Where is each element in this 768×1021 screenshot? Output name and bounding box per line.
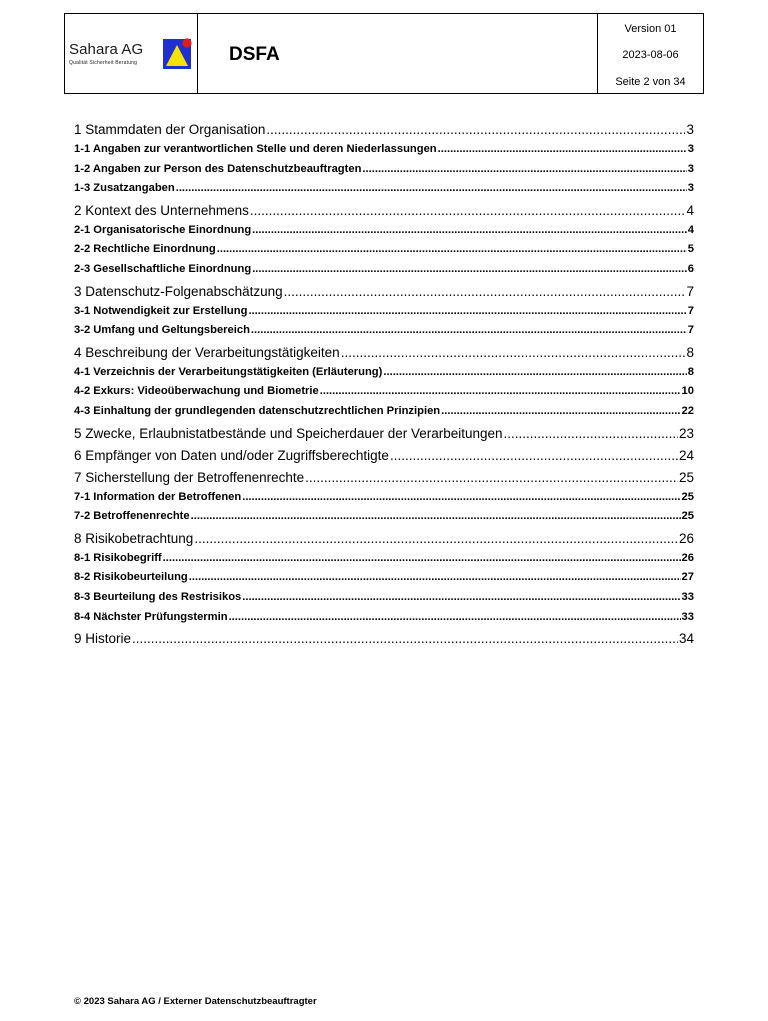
toc-section-entry[interactable]	[74, 302, 694, 322]
toc-entry-title: 9 Historie	[74, 631, 132, 647]
toc-dot-leader	[305, 468, 678, 488]
toc-dot-leader	[504, 424, 678, 444]
toc-entry-page: 8	[686, 344, 694, 360]
logo-name: Sahara AG	[69, 41, 144, 58]
toc-entry-title: 8-3 Beurteilung des Restrisikos	[74, 590, 242, 603]
toc-chapter-entry[interactable]	[74, 629, 694, 649]
toc-section-entry[interactable]	[74, 549, 694, 569]
document-title: DSFA	[229, 44, 280, 65]
toc-entry-page: 3	[687, 143, 694, 155]
page-number-label: Seite 2 von 34	[615, 76, 686, 88]
page-footer: © 2023 Sahara AG / Externer Datenschutzbeauftragter	[74, 996, 317, 1007]
version-label: Version 01	[624, 23, 677, 35]
toc-dot-leader	[229, 608, 681, 628]
toc-dot-leader	[194, 529, 678, 549]
toc-entry-title: 4-2 Exkurs: Videoüberwachung und Biometrie	[74, 385, 319, 398]
toc-entry-page: 7	[687, 304, 694, 317]
toc-entry-title: 1 Stammdaten der Organisation	[74, 122, 266, 137]
toc-dot-leader	[248, 302, 686, 322]
toc-dot-leader	[284, 282, 686, 302]
toc-dot-leader	[441, 402, 680, 422]
toc-entry-title: 5 Zwecke, Erlaubnistatbestände und Speicherdauer der Verarbeitungen	[74, 425, 503, 441]
toc-entry-page: 26	[678, 530, 694, 546]
toc-section-entry[interactable]	[74, 363, 694, 383]
toc-section-entry[interactable]	[74, 402, 694, 422]
toc-section-entry[interactable]	[74, 221, 694, 241]
header-title-cell	[198, 14, 598, 93]
toc-entry-title: 7-1 Information der Betroffenen	[74, 490, 242, 503]
toc-entry-page: 25	[681, 490, 694, 503]
logo-icon	[163, 38, 193, 70]
toc-entry-page: 6	[687, 262, 694, 275]
table-of-contents	[74, 118, 694, 649]
toc-entry-title: 2 Kontext des Unternehmens	[74, 202, 249, 218]
company-logo	[65, 14, 198, 93]
toc-entry-page: 3	[687, 182, 694, 195]
toc-section-entry[interactable]	[74, 240, 694, 260]
toc-dot-leader	[362, 160, 686, 180]
toc-entry-page: 22	[681, 404, 694, 417]
toc-entry-title: 7-2 Betroffenenrechte	[74, 510, 190, 523]
toc-section-entry[interactable]	[74, 588, 694, 608]
toc-section-entry[interactable]	[74, 382, 694, 402]
toc-entry-title: 7 Sicherstellung der Betroffenenrechte	[74, 469, 305, 485]
toc-dot-leader	[176, 179, 687, 199]
toc-dot-leader	[189, 568, 681, 588]
toc-entry-title: 1-2 Angaben zur Person des Datenschutzbeauftragten	[74, 162, 362, 175]
toc-dot-leader	[217, 240, 687, 260]
toc-entry-title: 2-1 Organisatorische Einordnung	[74, 223, 252, 236]
toc-chapter-entry[interactable]	[74, 120, 694, 140]
toc-entry-title: 4-3 Einhaltung der grundlegenden datenschutzrechtlichen Prinzipien	[74, 404, 441, 417]
toc-chapter-entry[interactable]	[74, 201, 694, 221]
toc-dot-leader	[191, 507, 681, 527]
toc-entry-page: 25	[681, 510, 694, 523]
toc-section-entry[interactable]	[74, 608, 694, 628]
toc-entry-page: 4	[686, 202, 694, 218]
header-meta-cell	[598, 14, 703, 93]
toc-dot-leader	[252, 260, 687, 280]
toc-dot-leader	[250, 201, 686, 221]
toc-dot-leader	[341, 343, 686, 363]
toc-entry-page: 7	[686, 283, 694, 299]
toc-entry-page: 23	[678, 425, 694, 441]
toc-entry-page: 24	[678, 447, 694, 463]
toc-entry-title: 4 Beschreibung der Verarbeitungstätigkeiten	[74, 344, 340, 360]
toc-entry-title: 1-3 Zusatzangaben	[74, 182, 175, 195]
toc-chapter-entry[interactable]	[74, 468, 694, 488]
toc-dot-leader	[132, 629, 678, 649]
toc-dot-leader	[242, 588, 680, 608]
toc-chapter-entry[interactable]	[74, 446, 694, 466]
toc-entry-page: 26	[681, 551, 694, 564]
toc-entry-title: 3 Datenschutz-Folgenabschätzung	[74, 283, 283, 299]
toc-entry-page: 33	[681, 590, 694, 603]
logo-tagline: Qualität Sicherheit Beratung	[69, 60, 138, 66]
toc-entry-page: 7	[687, 324, 694, 337]
toc-chapter-entry[interactable]	[74, 529, 694, 549]
toc-entry-page: 25	[678, 469, 694, 485]
toc-entry-page: 3	[687, 162, 694, 175]
toc-chapter-entry[interactable]	[74, 282, 694, 302]
toc-dot-leader	[251, 321, 687, 341]
toc-dot-leader	[438, 140, 687, 160]
toc-dot-leader	[252, 221, 687, 241]
toc-entry-title: 8-4 Nächster Prüfungstermin	[74, 610, 228, 623]
toc-entry-page: 4	[687, 223, 694, 236]
toc-entry-page: 27	[681, 571, 694, 584]
toc-entry-title: 3-2 Umfang und Geltungsbereich	[74, 324, 250, 337]
toc-section-entry[interactable]	[74, 140, 694, 160]
toc-entry-page: 3	[686, 122, 694, 137]
toc-dot-leader	[383, 363, 686, 383]
toc-entry-page: 34	[678, 631, 694, 647]
toc-section-entry[interactable]	[74, 568, 694, 588]
toc-section-entry[interactable]	[74, 160, 694, 180]
toc-section-entry[interactable]	[74, 488, 694, 508]
toc-dot-leader	[163, 549, 681, 569]
toc-section-entry[interactable]	[74, 507, 694, 527]
toc-dot-leader	[320, 382, 681, 402]
toc-chapter-entry[interactable]	[74, 424, 694, 444]
toc-entry-page: 33	[681, 610, 694, 623]
toc-entry-page: 10	[681, 385, 694, 398]
toc-section-entry[interactable]	[74, 260, 694, 280]
toc-entry-title: 6 Empfänger von Daten und/oder Zugriffsberechtigte	[74, 447, 389, 463]
toc-entry-title: 3-1 Notwendigkeit zur Erstellung	[74, 304, 248, 317]
toc-entry-title: 8 Risikobetrachtung	[74, 530, 194, 546]
date-label: 2023-08-06	[622, 49, 679, 61]
toc-entry-page: 8	[687, 365, 694, 378]
document-header	[64, 13, 704, 94]
toc-chapter-entry[interactable]	[74, 343, 694, 363]
toc-dot-leader	[242, 488, 680, 508]
toc-entry-title: 8-1 Risikobegriff	[74, 551, 162, 564]
toc-entry-title: 2-2 Rechtliche Einordnung	[74, 243, 216, 256]
toc-entry-title: 2-3 Gesellschaftliche Einordnung	[74, 262, 252, 275]
toc-entry-title: 4-1 Verzeichnis der Verarbeitungstätigkeiten (Erläuterung)	[74, 365, 383, 378]
toc-section-entry[interactable]	[74, 179, 694, 199]
toc-entry-page: 5	[687, 243, 694, 256]
toc-dot-leader	[266, 120, 685, 140]
toc-entry-title: 8-2 Risikobeurteilung	[74, 571, 188, 584]
toc-section-entry[interactable]	[74, 321, 694, 341]
toc-entry-title: 1-1 Angaben zur verantwortlichen Stelle und deren Niederlassungen	[74, 143, 437, 155]
toc-dot-leader	[390, 446, 678, 466]
